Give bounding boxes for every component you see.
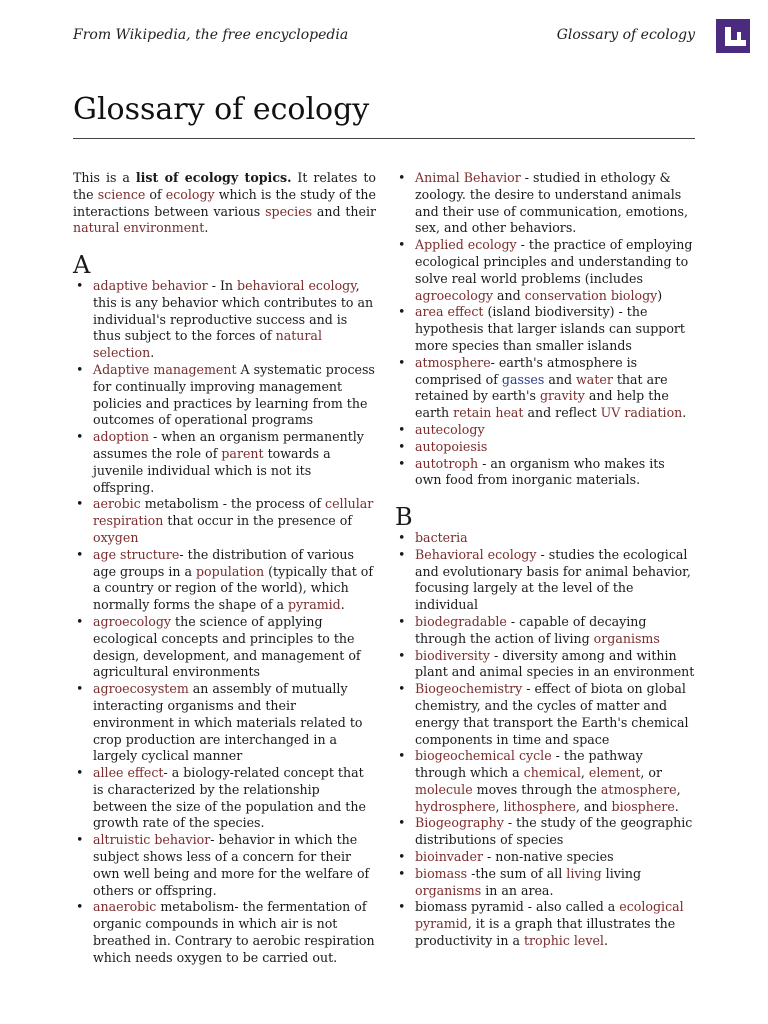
link-conservation-biology[interactable]: conservation biology [524,287,658,303]
link-behavioral-ecology[interactable]: behavioral ecology [237,277,356,293]
link-anaerobic[interactable]: anaerobic [93,899,157,915]
link-ecology[interactable]: ecology [165,186,215,202]
list-item: • agroecosystem an assembly of mutually interacting organisms and their environment in which materials related to crop production are interchanged in a largely cyclical manner [73,681,376,765]
section-heading-b: B [395,503,413,532]
link-adoption[interactable]: adoption [93,429,149,445]
link-adaptive-management[interactable]: Adaptive management [93,361,237,377]
link-gasses[interactable]: gasses [501,371,545,387]
list-item: • altruistic behavior- behavior in which the subject shows less of a concern for their own well being and more for the welfare of others or offspring. [73,832,376,899]
link-biogeochemical-cycle[interactable]: biogeochemical cycle [415,748,552,764]
link-bioinvader[interactable]: bioinvader [415,849,483,865]
link-adaptive-behavior[interactable]: adaptive behavior [93,277,208,293]
link-species[interactable]: species [265,203,313,219]
left-column [73,170,376,967]
link-parent[interactable]: parent [221,445,264,461]
intro-paragraph: This is a list of ecology topics. It relates to the science of ecology which is the study of the interactions between various species and their natural environment. [73,170,376,236]
list-item [395,422,695,439]
link-chemical[interactable]: chemical [523,765,581,781]
header-running-title: Glossary of ecology [556,27,695,43]
link-agroecosystem[interactable]: agroecosystem [93,681,189,697]
link-molecule[interactable]: molecule [415,781,473,797]
list-item: • biodiversity - diversity among and within plant and animal species in an environment [395,648,695,682]
list-item: • biodegradable - capable of decaying through the action of living organisms [395,614,695,648]
list-item: • biogeochemical cycle - the pathway through which a chemical, element, or molecule moves through the atmosphere, hydrosphere, lithosphere, and biosphere. [395,748,695,815]
link-atmosphere-2[interactable]: atmosphere [600,781,677,797]
wiki-logo-icon [716,19,750,53]
link-autopoiesis[interactable]: autopoiesis [415,438,488,454]
list-item [395,530,695,547]
link-allee-effect[interactable]: allee effect [93,765,164,781]
list-item: • adoption - when an organism permanently assumes the role of parent towards a juvenile individual which is not its offspring. [73,429,376,496]
section-b-list [395,530,695,950]
link-ecological-pyramid[interactable]: ecological pyramid [415,899,684,932]
list-item: • bioinvader - non-native species [395,849,695,866]
link-biodiversity[interactable]: biodiversity [415,647,491,663]
link-animal-behavior[interactable]: Animal Behavior [415,170,521,185]
link-oxygen[interactable]: oxygen [93,529,139,545]
right-column [395,170,695,950]
link-biodegradable[interactable]: biodegradable [415,613,507,629]
link-biogeochemistry[interactable]: Biogeochemistry [415,681,523,697]
list-item: • Biogeochemistry - effect of biota on global chemistry, and the cycles of matter and energy that transport the Earth's chemical components in time and space [395,681,695,748]
list-item: • Applied ecology - the practice of employing ecological principles and understanding to solve real world problems (includes agroecology and conservation biology) [395,237,695,304]
link-atmosphere[interactable]: atmosphere [415,354,491,370]
link-altruistic-behavior[interactable]: altruistic behavior [93,832,211,848]
link-cellular-respiration[interactable]: cellular respiration [93,496,374,529]
list-item: • Adaptive management A systematic process for continually improving management policies and practices by learning from the outcomes of operational programs [73,362,376,429]
link-agroecology-2[interactable]: agroecology [415,287,494,303]
link-biosphere[interactable]: biosphere [611,798,675,814]
link-gravity[interactable]: gravity [539,388,585,404]
link-population[interactable]: population [195,563,265,579]
list-item: • biomass -the sum of all living living organisms in an area. [395,866,695,900]
list-item: • biomass pyramid - also called a ecological pyramid, it is a graph that illustrates the productivity in a trophic level. [395,899,695,949]
list-item: • Animal Behavior - studied in ethology & zoology. the desire to understand animals and their use of communication, emotions, sex, and other behaviors. [395,170,695,237]
list-item: • adaptive behavior - In behavioral ecology, this is any behavior which contributes to an individual's reproductive success and is thus subject to the forces of natural selection. [73,278,376,362]
link-biogeography[interactable]: Biogeography [415,815,504,831]
link-area-effect[interactable]: area effect [415,304,484,320]
page-title: Glossary of ecology [73,92,370,127]
link-applied-ecology[interactable]: Applied ecology [415,237,517,253]
section-a-list [73,278,376,967]
link-behavioral-ecology-2[interactable]: Behavioral ecology [415,546,537,562]
title-divider [73,138,695,139]
list-item: • aerobic metabolism - the process of cellular respiration that occur in the presence of oxygen [73,496,376,546]
list-item: • atmosphere- earth's atmosphere is comprised of gasses and water that are retained by earth's gravity and help the earth retain heat and reflect UV radiation. [395,355,695,422]
link-pyramid[interactable]: pyramid [288,597,341,613]
list-item [395,439,695,456]
section-heading-a: A [73,251,91,280]
link-age-structure[interactable]: age structure [93,546,180,562]
link-element[interactable]: element [588,765,641,781]
link-living[interactable]: living [566,865,602,881]
link-uv-radiation[interactable]: UV radiation [600,405,683,421]
list-item: • area effect (island biodiversity) - the hypothesis that larger islands can support more species than smaller islands [395,304,695,354]
list-item: • agroecology the science of applying ecological concepts and principles to the design, development, and management of agricultural environments [73,614,376,681]
list-item: • Behavioral ecology - studies the ecological and evolutionary basis for animal behavior, focusing largely at the level of the individual [395,547,695,614]
link-organisms[interactable]: organisms [593,630,660,646]
list-item: • allee effect- a biology-related concept that is characterized by the relationship between the size of the population and the growth rate of the species. [73,765,376,832]
link-natural-selection[interactable]: natural selection [93,328,322,361]
section-a-list-continued [395,170,695,489]
link-biomass[interactable]: biomass [415,865,468,881]
link-autotroph[interactable]: autotroph [415,455,479,471]
link-trophic-level[interactable]: trophic level [523,933,604,949]
link-water[interactable]: water [576,371,613,387]
list-item: • age structure- the distribution of various age groups in a population (typically that of a country or region of the world), which normally forms the shape of a pyramid. [73,547,376,614]
list-item: • autotroph - an organism who makes its own food from inorganic materials. [395,456,695,490]
link-agroecology[interactable]: agroecology [93,613,172,629]
link-natural-environment[interactable]: natural environment [73,220,205,236]
list-item: • anaerobic metabolism- the fermentation of organic compounds in which air is not breathed in. Contrary to aerobic respiration which needs oxygen to be carried out. [73,899,376,966]
link-autecology[interactable]: autecology [415,421,485,437]
link-aerobic[interactable]: aerobic [93,496,141,512]
header-source: From Wikipedia, the free encyclopedia [73,27,349,43]
link-organisms-2[interactable]: organisms [415,882,482,898]
link-bacteria[interactable]: bacteria [415,529,468,545]
link-science[interactable]: science [97,186,146,202]
link-hydrosphere[interactable]: hydrosphere [415,798,496,814]
list-item: • Biogeography - the study of the geographic distributions of species [395,815,695,849]
link-retain-heat[interactable]: retain heat [453,405,524,421]
link-lithosphere[interactable]: lithosphere [503,798,576,814]
